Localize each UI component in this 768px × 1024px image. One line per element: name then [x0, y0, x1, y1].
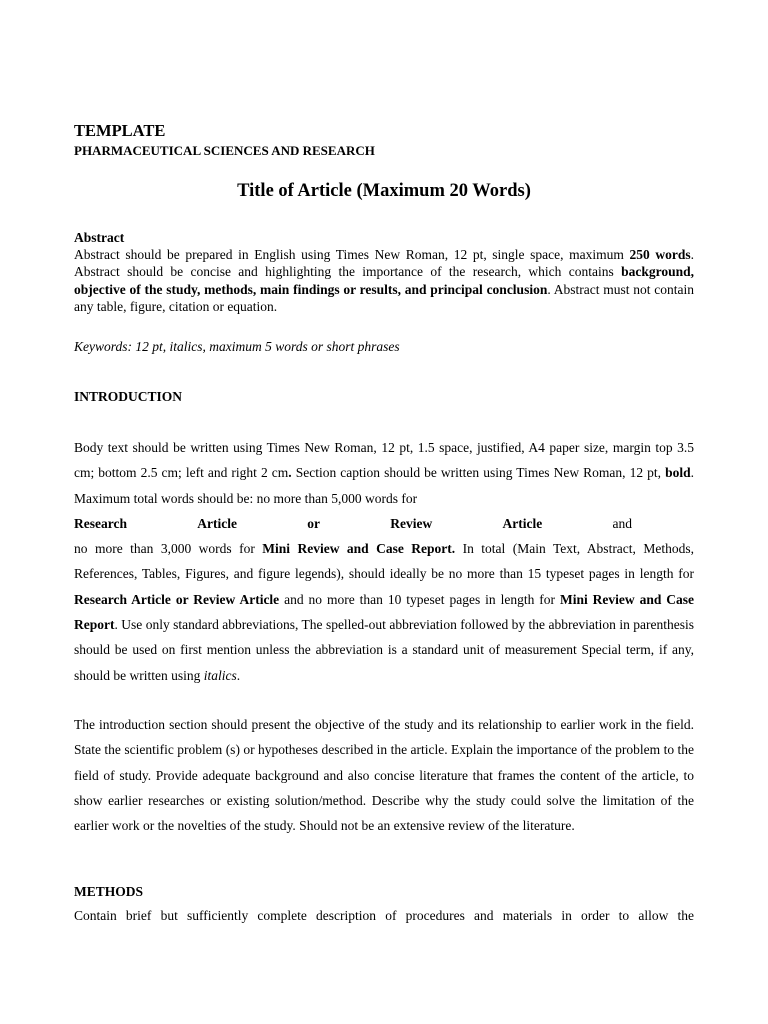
abstract-heading: Abstract [74, 230, 125, 245]
abstract-text-2: . Abstract should be concise and highlighting the importance of the research, which contains [74, 247, 694, 280]
intro-p1-spread-line [74, 511, 694, 536]
doc-label: TEMPLATE [74, 121, 166, 140]
intro-p1-part-b [74, 536, 694, 688]
intro-p1-text-8: . [236, 667, 241, 683]
intro-p1-text-4: no more than 3,000 words for [74, 541, 263, 557]
methods-paragraph: Contain brief but sufficiently complete description of procedures and materials in order to allow the [74, 908, 694, 923]
intro-p1-text-1: Body text should be written using Times New Roman, 12 pt, 1.5 space, justified, A4 paper size, margin top 3.5 cm; bottom 2.5 cm; left and right 2 cm [74, 440, 694, 481]
abstract-text-3: . Abstract must not contain any table, figure, citation or equation. [74, 281, 695, 314]
spread-word-review: Review [390, 515, 433, 531]
spread-word-or: or [307, 515, 320, 531]
abstract-word-limit: 250 words [629, 247, 691, 262]
intro-p1-text-5: In total (Main Text, Abstract, Methods, References, Tables, Figures, and figure legends), should ideally be no more than 15 typeset pages in length for [74, 541, 694, 582]
intro-p1-dot: . [288, 465, 292, 481]
intro-p1-text-2: Section caption should be written using Times New Roman, 12 pt, [291, 465, 666, 481]
intro-p1-bold-word: bold [665, 465, 691, 481]
intro-p1-italics: italics [203, 667, 237, 683]
abstract-text-1: Abstract should be prepared in English using Times New Roman, 12 pt, single space, maximum [74, 247, 630, 262]
article-title: Title of Article (Maximum 20 Words) [237, 181, 531, 201]
intro-p1-text-7: . Use only standard abbreviations, The spelled-out abbreviation followed by the abbreviation in parenthesis should be used on first mention unless the abbreviation is a standard unit of measurement Special term, if any, should be written using [74, 617, 694, 683]
journal-name: PHARMACEUTICAL SCIENCES AND RESEARCH [74, 143, 375, 158]
introduction-paragraph-2: The introduction section should present the objective of the study and its relationship to earlier work in the field. State the scientific problem (s) or hypotheses described in the article. Explain the importance of the problem to the field of study. Provide adequate background and also concise literature that frames the content of the article, to show earlier researches or existing solution/method. Describe why the study could solve the limitation of the earlier work or the novelties of the study. Should not be an extensive review of the literature. [74, 717, 694, 834]
intro-p1-text-6: and no more than 10 typeset pages in length for [279, 591, 560, 607]
spread-word-article-2: Article [502, 515, 543, 531]
introduction-paragraph-1 [74, 435, 694, 688]
intro-p1-part-a [74, 435, 694, 511]
intro-p1-mini-review-1: Mini Review and Case Report. [262, 541, 456, 557]
intro-p1-text-3: . Maximum total words should be: no more than 5,000 words for [74, 465, 694, 506]
keywords: Keywords: 12 pt, italics, maximum 5 words or short phrases [74, 339, 400, 354]
abstract-contents: background, objective of the study, methods, main findings or results, and principal conclusion [74, 264, 694, 297]
spread-word-article: Article [197, 515, 237, 531]
spread-word-research: Research [74, 515, 127, 531]
spread-word-and: and [612, 515, 632, 531]
methods-heading: METHODS [74, 884, 144, 899]
abstract-paragraph [74, 246, 694, 315]
introduction-heading: INTRODUCTION [74, 389, 183, 404]
intro-p1-research-article: Research Article or Review Article [74, 591, 280, 607]
intro-p1-mini-review-2: Mini Review and Case Report [74, 591, 695, 633]
